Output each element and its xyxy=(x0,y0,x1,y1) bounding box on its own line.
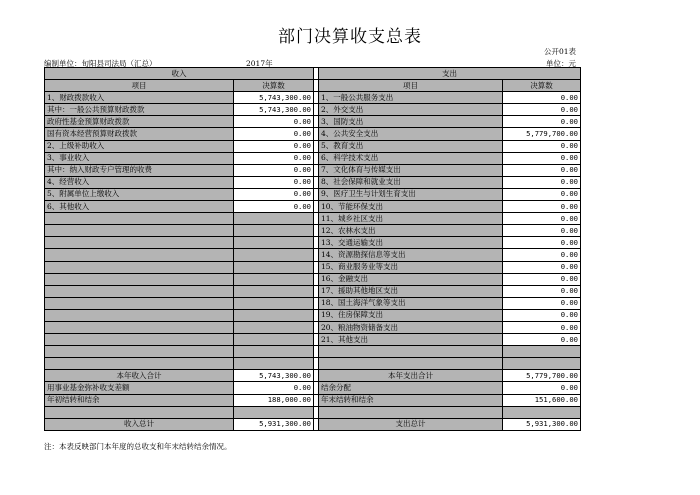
expense-header: 支出 xyxy=(319,68,581,80)
section-header-row xyxy=(45,68,581,80)
income-item-value: 5,743,300.00 xyxy=(234,104,314,116)
end-balance-label: 年末结转和结余 xyxy=(319,394,503,406)
income-item-label: 3、事业收入 xyxy=(45,152,234,164)
expense-item-label: 13、交通运输支出 xyxy=(319,237,503,249)
expense-item-label: 4、公共安全支出 xyxy=(319,128,503,140)
compiling-unit: 编制单位：旬阳县司法局（汇总） xyxy=(44,59,157,68)
table-row xyxy=(45,285,581,297)
grand-total-row xyxy=(45,418,581,430)
income-item-label: 国有资本经营预算财政拨款 xyxy=(45,128,234,140)
expense-item-value: 0.00 xyxy=(503,309,581,321)
expense-item-value: 0.00 xyxy=(503,261,581,273)
currency-unit: 单位：元 xyxy=(546,59,576,68)
table-row xyxy=(45,249,581,261)
income-total-value: 5,743,300.00 xyxy=(234,370,314,382)
expense-item-label: 16、金融支出 xyxy=(319,273,503,285)
expense-item-value: 0.00 xyxy=(503,201,581,213)
expense-item-value: 0.00 xyxy=(503,104,581,116)
expense-item-label: 12、农林水支出 xyxy=(319,225,503,237)
income-item-value: 0.00 xyxy=(234,140,314,152)
form-code: 公开01表 xyxy=(544,47,577,56)
expense-item-label: 20、粮油物资储备支出 xyxy=(319,321,503,333)
expense-item-label: 14、资源勘探信息等支出 xyxy=(319,249,503,261)
expense-item-value: 0.00 xyxy=(503,116,581,128)
income-item-value: 0.00 xyxy=(234,164,314,176)
expense-item-label: 5、教育支出 xyxy=(319,140,503,152)
expense-item-label: 19、住房保障支出 xyxy=(319,309,503,321)
income-item-label: 2、上级补助收入 xyxy=(45,140,234,152)
table-row xyxy=(45,334,581,346)
income-item-value: 5,743,300.00 xyxy=(234,92,314,104)
expense-item-label: 17、援助其他地区支出 xyxy=(319,285,503,297)
fund-gap-row xyxy=(45,382,581,394)
income-item-label: 其中：一般公共预算财政拨款 xyxy=(45,104,234,116)
expense-item-label: 18、国土海洋气象等支出 xyxy=(319,297,503,309)
table-row xyxy=(45,140,581,152)
grand-income-value: 5,931,300.00 xyxy=(234,418,314,430)
report-year: 2017年 xyxy=(246,59,273,68)
grand-expense-value: 5,931,300.00 xyxy=(503,418,581,430)
surplus-label: 结余分配 xyxy=(319,382,503,394)
expense-item-value: 0.00 xyxy=(503,164,581,176)
expense-item-value: 0.00 xyxy=(503,213,581,225)
table-row xyxy=(45,273,581,285)
expense-item-label: 15、商业服务业等支出 xyxy=(319,261,503,273)
grand-expense-label: 支出总计 xyxy=(319,418,503,430)
income-item-label: 其中：纳入财政专户管理的收费 xyxy=(45,164,234,176)
column-header-row xyxy=(45,80,581,92)
expense-item-label: 6、科学技术支出 xyxy=(319,152,503,164)
expense-item-label: 2、外交支出 xyxy=(319,104,503,116)
expense-item-label: 11、城乡社区支出 xyxy=(319,213,503,225)
begin-balance-label: 年初结转和结余 xyxy=(45,394,234,406)
income-item-value: 0.00 xyxy=(234,116,314,128)
income-item-value: 0.00 xyxy=(234,152,314,164)
income-item-header: 项目 xyxy=(45,80,234,92)
table-row xyxy=(45,152,581,164)
table-row xyxy=(45,225,581,237)
income-item-label: 1、财政拨款收入 xyxy=(45,92,234,104)
expense-amount-header: 决算数 xyxy=(503,80,581,92)
expense-total-value: 5,779,700.00 xyxy=(503,370,581,382)
fund-gap-value: 0.00 xyxy=(234,382,314,394)
annual-total-row xyxy=(45,370,581,382)
grand-income-label: 收入总计 xyxy=(45,418,234,430)
expense-item-value: 0.00 xyxy=(503,176,581,188)
expense-item-label: 9、医疗卫生与计划生育支出 xyxy=(319,188,503,200)
expense-item-value: 0.00 xyxy=(503,237,581,249)
expense-item-value: 0.00 xyxy=(503,140,581,152)
expense-item-value: 0.00 xyxy=(503,249,581,261)
income-item-label: 政府性基金预算财政拨款 xyxy=(45,116,234,128)
footnote: 注：本表反映部门本年度的总收支和年末结转结余情况。 xyxy=(44,442,232,451)
begin-balance-value: 188,000.00 xyxy=(234,394,314,406)
expense-item-value: 0.00 xyxy=(503,92,581,104)
expense-item-value: 0.00 xyxy=(503,334,581,346)
expense-item-label: 3、国防支出 xyxy=(319,116,503,128)
spacer-row xyxy=(45,358,581,370)
expense-item-value: 0.00 xyxy=(503,188,581,200)
expense-total-label: 本年支出合计 xyxy=(319,370,503,382)
table-row xyxy=(45,201,581,213)
expense-item-label: 1、一般公共服务支出 xyxy=(319,92,503,104)
table-row xyxy=(45,92,581,104)
table-row xyxy=(45,261,581,273)
income-item-label: 5、附属单位上缴收入 xyxy=(45,188,234,200)
expense-item-value: 0.00 xyxy=(503,297,581,309)
spacer-row xyxy=(45,406,581,418)
expense-item-value: 0.00 xyxy=(503,225,581,237)
expense-item-label: 21、其他支出 xyxy=(319,334,503,346)
fund-gap-label: 用事业基金弥补收支差额 xyxy=(45,382,234,394)
income-item-label: 6、其他收入 xyxy=(45,201,234,213)
table-row xyxy=(45,128,581,140)
income-item-value: 0.00 xyxy=(234,188,314,200)
income-item-label: 4、经营收入 xyxy=(45,176,234,188)
table-row xyxy=(45,321,581,333)
table-row xyxy=(45,164,581,176)
income-total-label: 本年收入合计 xyxy=(45,370,234,382)
table-row xyxy=(45,213,581,225)
expense-item-value: 5,779,700.00 xyxy=(503,128,581,140)
table-row xyxy=(45,176,581,188)
table-row xyxy=(45,116,581,128)
expense-item-value: 0.00 xyxy=(503,321,581,333)
expense-item-label: 10、节能环保支出 xyxy=(319,201,503,213)
expense-item-header: 项目 xyxy=(319,80,503,92)
balance-row xyxy=(45,394,581,406)
table-row xyxy=(45,309,581,321)
table-row xyxy=(45,188,581,200)
income-item-value: 0.00 xyxy=(234,176,314,188)
spacer-row xyxy=(45,346,581,358)
income-item-value: 0.00 xyxy=(234,201,314,213)
summary-table xyxy=(44,67,581,431)
expense-item-value: 0.00 xyxy=(503,273,581,285)
end-balance-value: 151,600.00 xyxy=(503,394,581,406)
table-row xyxy=(45,297,581,309)
page-title: 部门决算收支总表 xyxy=(278,27,422,47)
income-amount-header: 决算数 xyxy=(234,80,314,92)
table-row xyxy=(45,237,581,249)
surplus-value: 0.00 xyxy=(503,382,581,394)
expense-item-label: 7、文化体育与传媒支出 xyxy=(319,164,503,176)
income-header: 收入 xyxy=(45,68,314,80)
income-item-value: 0.00 xyxy=(234,128,314,140)
expense-item-label: 8、社会保障和就业支出 xyxy=(319,176,503,188)
table-row xyxy=(45,104,581,116)
expense-item-value: 0.00 xyxy=(503,152,581,164)
expense-item-value: 0.00 xyxy=(503,285,581,297)
